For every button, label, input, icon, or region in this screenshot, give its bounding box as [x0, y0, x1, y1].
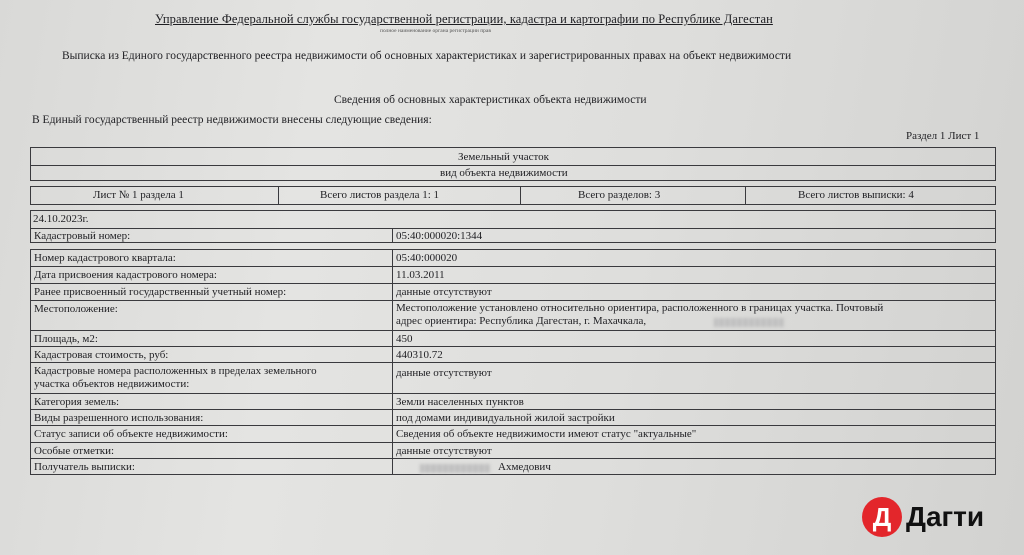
divider [30, 362, 996, 363]
redaction-blur [714, 318, 784, 327]
row-label: Получатель выписки: [34, 461, 135, 473]
divider [392, 228, 393, 243]
extract-date: 24.10.2023г. [33, 213, 89, 225]
row-label: Кадастровые номера расположенных в пределах земельного [34, 365, 317, 377]
divider [278, 186, 279, 205]
sheets-total: Всего листов выписки: 4 [798, 189, 914, 201]
row-value: Земли населенных пунктов [396, 396, 524, 408]
logo-text: Дагти [906, 501, 985, 532]
object-type: Земельный участок [458, 151, 549, 163]
row-label: Статус записи об объекте недвижимости: [34, 428, 228, 440]
agency-caption: полное наименование органа регистрации прав [380, 28, 491, 34]
divider [30, 228, 996, 229]
object-type-caption: вид объекта недвижимости [440, 167, 568, 179]
row-label: Кадастровая стоимость, руб: [34, 349, 169, 361]
sheets-in-section: Всего листов раздела 1: 1 [320, 189, 440, 201]
row-value: данные отсутствуют [396, 367, 492, 379]
cadastral-number-value: 05:40:000020:1344 [396, 230, 483, 242]
row-label: Номер кадастрового квартала: [34, 252, 176, 264]
row-value: адрес ориентира: Республика Дагестан, г. Махачкала, [396, 315, 647, 327]
divider [30, 425, 996, 426]
dagti-logo [862, 496, 984, 538]
date-cadastral-box [30, 210, 996, 243]
row-value: 05:40:000020 [396, 252, 458, 264]
row-value: данные отсутствуют [396, 445, 492, 457]
row-label: Виды разрешенного использования: [34, 412, 204, 424]
divider [30, 266, 996, 267]
row-label: Местоположение: [34, 303, 118, 315]
redaction-blur [420, 464, 490, 473]
row-label: участка объектов недвижимости: [34, 378, 190, 390]
divider [520, 186, 521, 205]
row-value: 11.03.2011 [396, 269, 445, 281]
row-label: Площадь, м2: [34, 333, 98, 345]
row-value: 450 [396, 333, 413, 345]
extract-title: Выписка из Единого государственного реестра недвижимости об основных характеристиках и зарегистрированных правах на объект недвижимости [62, 50, 792, 62]
divider [30, 442, 996, 443]
row-value: под домами индивидуальной жилой застройки [396, 412, 615, 424]
divider [30, 409, 996, 410]
divider [30, 165, 996, 166]
section-sheet-label: Раздел 1 Лист 1 [906, 130, 980, 142]
row-value: 440310.72 [396, 349, 443, 361]
cadastral-number-label: Кадастровый номер: [34, 230, 131, 242]
divider [30, 330, 996, 331]
row-value: Местоположение установлено относительно ориентира, расположенного в границах участка. Почтовый [396, 302, 884, 314]
row-label: Категория земель: [34, 396, 120, 408]
divider [30, 283, 996, 284]
divider [30, 393, 996, 394]
row-value: данные отсутствуют [396, 286, 492, 298]
intro-text: В Единый государственный реестр недвижимости внесены следующие сведения: [32, 114, 432, 126]
divider [30, 346, 996, 347]
logo-mark: Д [862, 497, 902, 537]
row-value: Сведения об объекте недвижимости имеют статус "актуальные" [396, 428, 697, 440]
divider [30, 300, 996, 301]
sheet-number: Лист № 1 раздела 1 [93, 189, 184, 201]
agency-name: Управление Федеральной службы государственной регистрации, кадастра и картографии по Республике Дагестан [155, 12, 773, 26]
row-label: Особые отметки: [34, 445, 115, 457]
row-label: Дата присвоения кадастрового номера: [34, 269, 217, 281]
section-title: Сведения об основных характеристиках объекта недвижимости [334, 94, 647, 106]
row-value: Ахмедович [498, 461, 551, 473]
sections-total: Всего разделов: 3 [578, 189, 661, 201]
row-label: Ранее присвоенный государственный учетный номер: [34, 286, 287, 298]
divider [30, 458, 996, 459]
divider [745, 186, 746, 205]
